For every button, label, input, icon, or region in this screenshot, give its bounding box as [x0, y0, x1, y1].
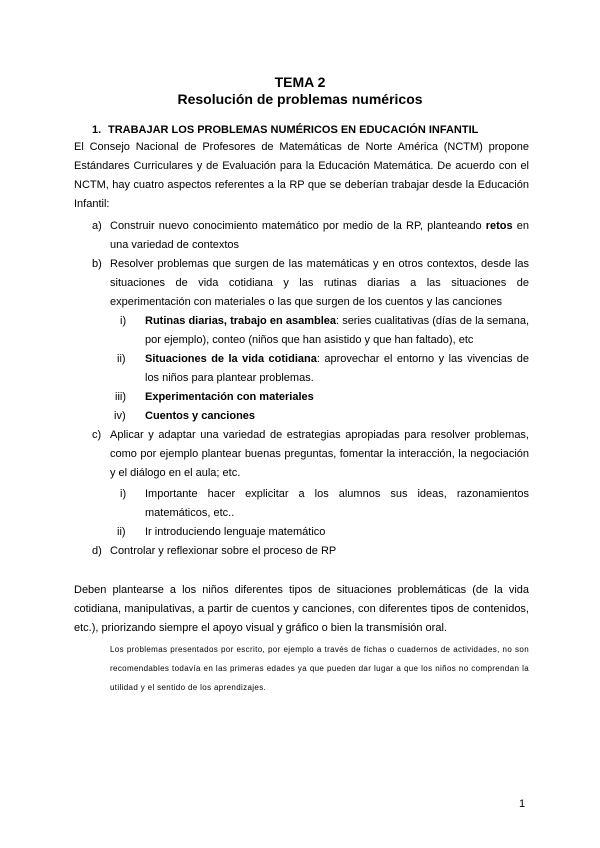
item-c-ii-text: Ir introduciendo lenguaje matemático — [145, 526, 326, 538]
item-a-bold: retos — [485, 220, 513, 232]
item-b-iv-label: iv) — [114, 410, 126, 422]
item-a-text-after: en una variedad de contextos — [110, 220, 530, 251]
item-b-ii-text — [145, 350, 529, 388]
item-b-ii-label: ii) — [117, 353, 126, 365]
note-paragraph: Los problemas presentados por escrito, por ejemplo a través de fichas o cuadernos de actividades, no son recomendables todavía en las primeras edades ya que pueden dar lugar a que los niños no comprendan la utilidad y el sentido de los aprendizajes. — [110, 645, 529, 692]
item-b-iii-text: Experimentación con materiales — [145, 391, 314, 403]
item-d-text: Controlar y reflexionar sobre el proceso de RP — [110, 545, 337, 557]
item-b-text: Resolver problemas que surgen de las matemáticas y en otros contextos, desde las situaciones de vida cotidiana y las rutinas diarias a las situaciones de experimentación con materiales o las que surgen de los cuentos y las canciones — [110, 258, 529, 308]
section-number: 1. — [92, 124, 102, 136]
item-a-text-before: Construir nuevo conocimiento matemático por medio de la RP, planteando — [110, 220, 486, 232]
item-c-label: c) — [92, 429, 102, 441]
item-b-ii-rest: : aprovechar el entorno y las vivencias de los niños para plantear problemas. — [145, 353, 530, 384]
item-c-ii-label: ii) — [117, 526, 126, 538]
item-c-i-label: i) — [120, 488, 127, 500]
item-c-i-text: Importante hacer explicitar a los alumnos sus ideas, razonamientos matemáticos, etc.. — [145, 488, 529, 519]
item-b-i-text — [145, 312, 529, 350]
item-b-i-rest: : series cualitativas (días de la semana, por ejemplo), conteo (niños que han asistido y que han faltado), etc — [145, 315, 530, 346]
item-a-label: a) — [92, 220, 102, 232]
item-b-iv-text: Cuentos y canciones — [145, 410, 256, 422]
item-d-label: d) — [92, 545, 102, 557]
item-b-i-bold: Rutinas diarias, trabajo en asamblea — [145, 315, 337, 327]
page-number: 1 — [519, 798, 526, 810]
item-b-label: b) — [92, 258, 102, 270]
item-b-ii-bold: Situaciones de la vida cotidiana — [145, 353, 317, 365]
conclusion-paragraph: Deben plantearse a los niños diferentes tipos de situaciones problemáticas (de la vida cotidiana, manipulativas, a partir de cuentos y canciones, con diferentes tipos de contenidos, etc.), priorizando siempre el apoyo visual y gráfico o bien la transmisión oral. — [74, 584, 529, 634]
item-c-text: Aplicar y adaptar una variedad de estrategias apropiadas para resolver problemas, como por ejemplo plantear buenas preguntas, fomentar la interacción, la negociación y el diálogo en el aula; etc. — [110, 429, 529, 479]
intro-paragraph: El Consejo Nacional de Profesores de Matemáticas de Norte América (NCTM) propone Estándares Curriculares y de Evaluación para la Educación Matemática. De acuerdo con el NCTM, hay cuatro aspectos referentes a la RP que se deberían trabajar desde la Educación Infantil: — [74, 141, 529, 210]
section-title: TRABAJAR LOS PROBLEMAS NUMÉRICOS EN EDUCACIÓN INFANTIL — [108, 124, 479, 136]
page-title: TEMA 2 — [274, 74, 326, 90]
item-b-i-label: i) — [120, 315, 127, 327]
page-subtitle: Resolución de problemas numéricos — [177, 91, 423, 107]
item-b-iii-label: iii) — [115, 391, 126, 403]
section-heading — [92, 123, 478, 137]
item-a-text — [110, 217, 529, 255]
